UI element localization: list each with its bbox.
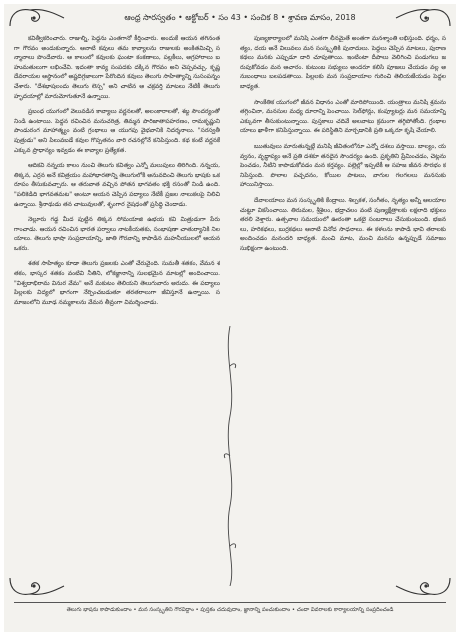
corner-ornament-bottom-right	[394, 576, 452, 598]
paragraph: శతక సాహిత్యం కూడా తెలుగు ప్రజలకు ఎంతో చేరువైంది. సుమతీ శతకం, వేమన శతకం, భాస్కర శతకం వంటివి నీతిని, లోకజ్ఞానాన్ని సులభమైన మాటల్లో అందించాయి. "విశ్వదాభిరామ వినుర వేమ" అనే మకుటం తెలియని తెలుగువారు అరుదు. ఈ పద్యాలు పిల్లలకు విద్యలో భాగంగా నేర్పించబడుతూ తరతరాలుగా జీవిస్తూనే ఉన్నాయి. సమాజంలోని మూఢ నమ్మకాలను వేమన తీవ్రంగా విమర్శించాడు.	[14, 260, 220, 306]
paragraph: ఆదికవి నన్నయ కాలం నుంచి తెలుగు కవిత్వం ఎన్నో మలుపులు తిరిగింది. నన్నయ, తిక్కన, ఎర్రన అనే కవిత్రయం మహాభారతాన్ని తెలుగులోకి అనువదించి తెలుగు భాషకు ఒక రూపం తీసుకువచ్చారు. ఆ తరువాత వచ్చిన పోతన భాగవతం భక్తి రసంతో నిండి ఉంది. "పలికెడిది భాగవతమట" అంటూ ఆయన చెప్పిన పద్యాలు నేటికీ ప్రజల నాలుకలపై నిలిచి ఉన్నాయి. శ్రీనాథుడు తన చాటువులతో, శృంగార నైషధంతో ప్రసిద్ధి చెందాడు.	[14, 162, 220, 208]
footer-divider	[14, 602, 446, 603]
paragraph: ప్రబంధ యుగంలో వెలువడిన కావ్యాలు వర్ణనలతో, అలంకారాలతో, శబ్ద సౌందర్యంతో నిండి ఉంటాయి. పెద్దన రచించిన మనుచరిత్ర, తిమ్మన పారిజాతాపహరణం, రామకృష్ణుని పాండురంగ మాహాత్మ్యం వంటి గ్రంథాలు ఆ యుగపు వైభవానికి నిదర్శనాలు. "సరస్వతీ పుత్రుడు" అని పిలువబడే కవుల గొప్పతనం వారి రచనల్లోనే కనిపిస్తుంది. కథ కంటే వర్ణనకే ఎక్కువ ప్రాధాన్యం ఇవ్వడం ఈ కావ్యాల ప్రత్యేకత.	[14, 108, 220, 154]
paragraph: కవిత్వీకరించారు. రాజుల్ని, పెద్దను ఎంతగానో కీర్తించారు. అందుకే ఆయన తగినంతగా గౌరవం అందుకున్నారు. ఆనాటి కవులు తమ కావ్యాలను రాజులకు అంకితమిచ్చి సన్మానాలు పొందేవారు. ఆ కాలంలో కవులకు ఘంటా కంకణాలు, పల్లకీలు, అగ్రహారాలు బహుమతులుగా లభించేవి. ఇదంతా కావ్య సంపదకు దక్కిన గౌరవం అని చెప్పవచ్చు. కృష్ణదేవరాయల ఆస్థానంలో అష్టదిగ్గజాలుగా పేరొందిన కవులు తెలుగు సాహిత్యాన్ని సుసంపన్నం చేశారు. "దేశభాషలందు తెలుగు లెస్స" అని చాటిన ఆ చక్రవర్తి మాటలు నేటికీ తెలుగు హృదయాల్లో మారుమోగుతూనే ఉన్నాయి.	[14, 35, 220, 100]
paragraph: పుణ్యకార్యాలలో మనిషి ఎంతగా లీనమైతే అంతగా మనశ్శాంతి లభిస్తుంది. ధర్మం, సత్యం, దయ అనే విలువలు మన సంస్కృతికి పునాదులు. పెద్దలు చెప్పిన మాటలు, పురాణ కథలు మనకు ఎప్పుడూ దారి చూపుతాయి. ఇంటింటా దీపాలు వెలిగించి పండుగలు జరుపుకోవడం మన ఆచారం. కుటుంబ సభ్యులు అందరూ కలిసి పూజలు చేయడం వల్ల అనుబంధాలు బలపడతాయి. పిల్లలకు మన సంప్రదాయాల గురించి తెలియజేయడం పెద్దల బాధ్యత.	[240, 35, 446, 90]
flourish-icon	[394, 576, 452, 598]
paragraph: దేవాలయాలు మన సంస్కృతికి కేంద్రాలు. శిల్పకళ, సంగీతం, నృత్యం అన్నీ ఆలయాల చుట్టూ వికసించాయి. తిరుమల, శ్రీశైలం, భద్రాచలం వంటి పుణ్యక్షేత్రాలకు లక్షలాది భక్తులు తరలి వెళ్తారు. ఉత్సవాల సమయంలో ఊరంతా ఒకటై సంబరాలు చేసుకుంటుంది. భజనలు, హరికథలు, బుర్రకథలు ఆనాటి వినోద సాధనాలు. ఈ కళలను కాపాడి భావి తరాలకు అందించడం మనందరి బాధ్యత. మంచి మాట, మంచి మనసు ఉన్నప్పుడే సమాజం సుభిక్షంగా ఉంటుంది.	[240, 196, 446, 252]
column-divider-ornament	[222, 326, 238, 586]
footer-note: తెలుగు భాషను కాపాడుకుందాం • మన సంస్కృతిని గౌరవిద్దాం • పుస్తకం చదువుదాం, జ్ఞానాన్ని పంచుకుందాం • చందా వివరాలకు కార్యాలయాన్ని సంప్రదించండి	[66, 607, 394, 613]
paragraph: సాంకేతిక యుగంలో జీవన విధానం ఎంతో మారిపోయింది. యంత్రాలు మనిషి శ్రమను తగ్గించినా, మనసుల మధ్య దూరాన్ని పెంచాయి. సెల్‌ఫోన్లు, కంప్యూటర్లు మన సమయాన్ని ఎక్కువగా తీసుకుంటున్నాయి. పుస్తకాలు చదివే అలవాటు క్రమంగా తగ్గిపోతోంది. గ్రంథాలయాలు ఖాళీగా కనిపిస్తున్నాయి. ఈ పరిస్థితిని మార్చడానికి ప్రతి ఒక్కరూ కృషి చేయాలి.	[240, 98, 446, 135]
text-column-right	[240, 34, 446, 594]
paragraph: ఋతువులు మారుతున్నట్లే మనిషి జీవితంలోనూ ఎన్నో దశలు వస్తాయి. బాల్యం, యవ్వనం, వృద్ధాప్యం అనే ప్రతి దశకూ తనదైన సౌందర్యం ఉంది. ప్రకృతిని ప్రేమించడం, చెట్లను పెంచడం, నీటిని కాపాడుకోవడం మన కర్తవ్యం. పల్లెల్లో ఇప్పటికీ ఆ సహజ జీవన సౌరభం కనిపిస్తుంది. పొలాల పచ్చదనం, కోయిల పాటలు, వాగుల గలగలలు మనసుకు హాయినిస్తాయి.	[240, 142, 446, 189]
magazine-page	[4, 4, 456, 632]
flourish-icon	[8, 576, 66, 598]
text-column-left	[14, 34, 220, 594]
page-header	[4, 10, 456, 26]
paragraph: నెల్లూరు గడ్డ మీద పుట్టిన తిక్కన సోమయాజి ఉభయ కవి మిత్రుడుగా పేరు గాంచాడు. ఆయన రచించిన భారత పర్వాలు నాటకీయతకు, సంభాషణా చాతుర్యానికి నిలయాలు. తెలుగు భాషా సంప్రదాయాన్ని, జాతి గౌరవాన్ని కాపాడిన మహనీయులలో ఆయన ఒకరు.	[14, 216, 220, 252]
header-running-title: ఆంధ్ర సారస్వతం • అక్టోబర్ • సం 43 • సంచిక 8 • శ్రావణ మాసం, 2018	[124, 13, 356, 22]
vine-icon	[222, 326, 238, 586]
corner-ornament-bottom-left	[8, 576, 66, 598]
